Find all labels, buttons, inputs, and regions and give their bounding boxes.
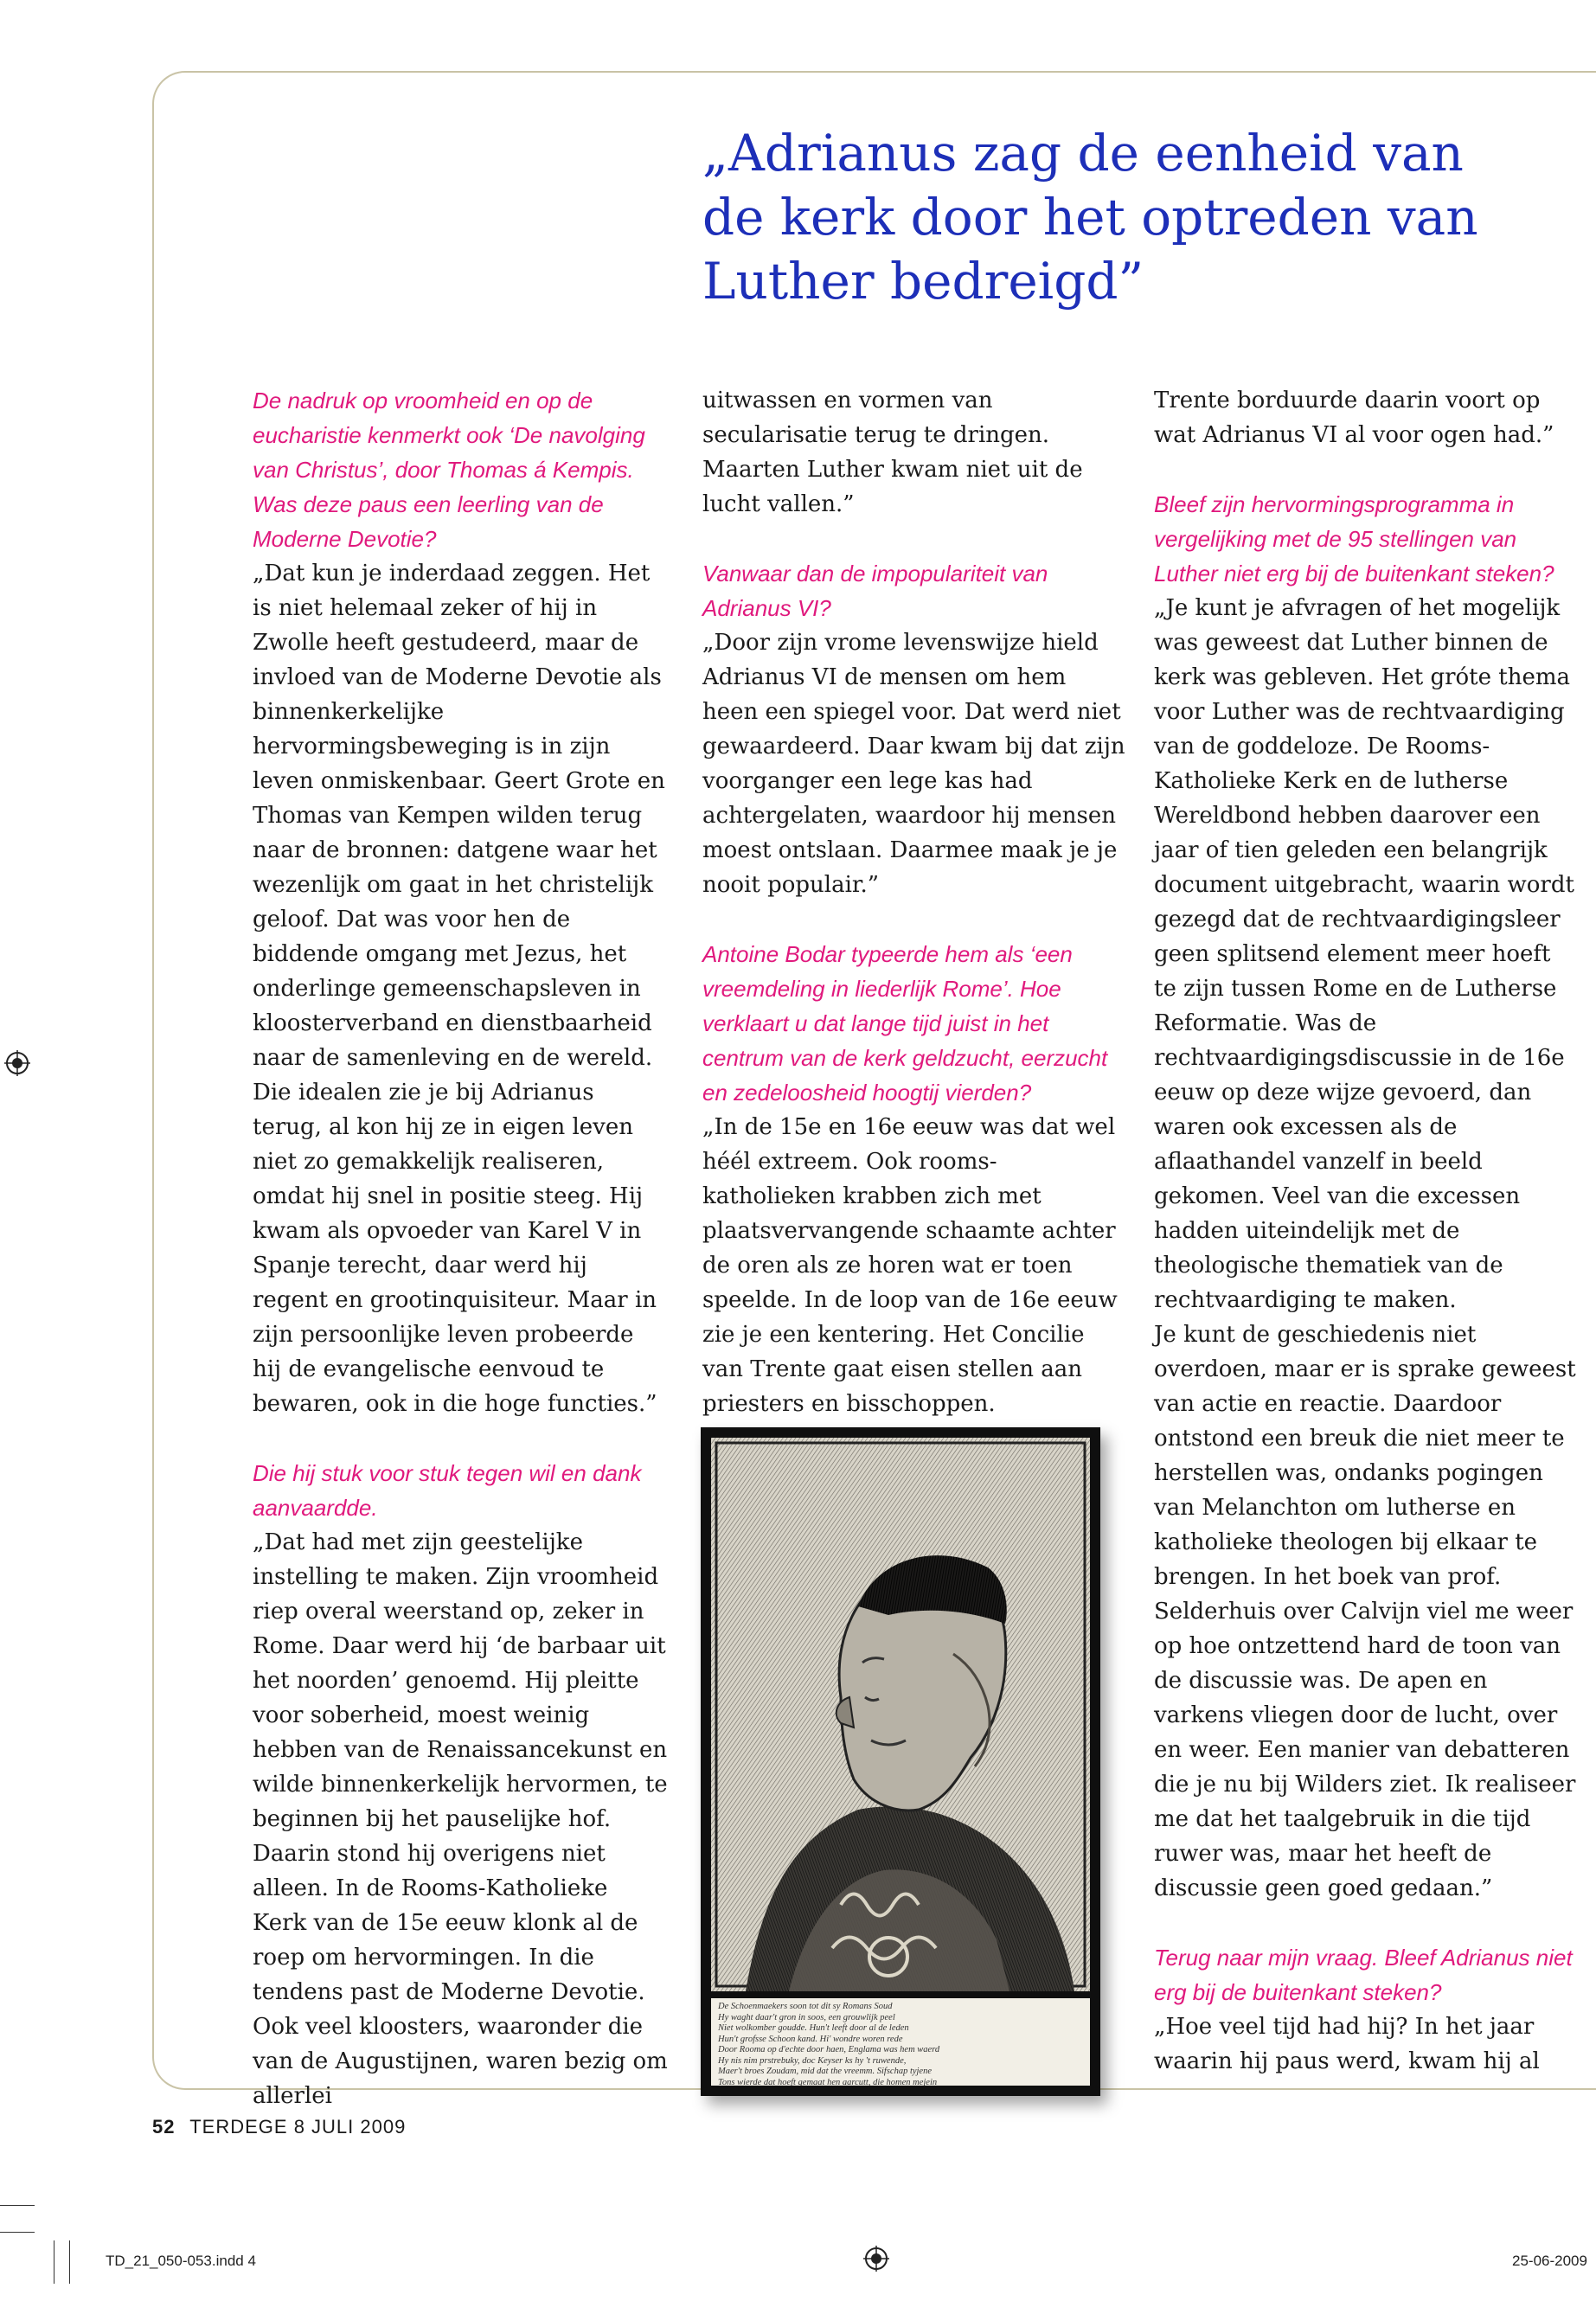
answer: „Dat kun je inderdaad zeggen. Het is niet helemaal zeker of hij in Zwolle heeft gestudeerd, maar de invloed van de Moderne Devotie als binnenkerkelijke hervormingsbeweging is in zijn leven onmiskenbaar. Geert Grote en Thomas van Kempen wilden terug naar de bronnen: datgene waar het wezenlijk om gaat in het christelijk geloof. Dat was voor hen de biddende omgang met Jezus, het onderlinge gemeenschapsleven in kloosterverband en dienstbaarheid naar de samenleving en de wereld. Die idealen zie je bij Adrianus terug, al kon hij ze in eigen leven niet zo gemakkelijk realiseren, omdat hij snel in positie steeg. Hij kwam als opvoeder van Karel V in Spanje terecht, daar werd hij regent en grootinquisiteur. Maar in zijn persoonlijke leven probeerde hij de evangelische eenvoud te bewaren, ook in die hoge functies.”	[253, 561, 665, 1417]
answer: uitwassen en vormen van secularisatie terug te dringen. Maarten Luther kwam niet uit de lucht vallen.”	[702, 388, 1083, 517]
answer: Trente borduurde daarin voort op wat Adrianus VI al voor ogen had.”	[1154, 388, 1554, 448]
magazine-name: TERDEGE	[189, 2116, 288, 2138]
answer: Je kunt de geschiedenis niet overdoen, maar er is sprake geweest van actie en reactie. Daardoor ontstond een breuk die niet meer te herstellen was, ondanks pogingen van Melanchton om lutherse en katholieke theologen bij elkaar te brengen. In het boek van prof. Selderhuis over Calvijn viel me weer op hoe ontzettend hard de toon van de discussie was. De apen en varkens vliegen door de lucht, over en weer. Een manier van debatteren die je nu bij Wilders ziet. Ik realiseer me dat het taalgebruik in die tijd ruwer was, maar het heeft de discussie geen goed gedaan.”	[1154, 1322, 1576, 1901]
answer: „Dat had met zijn geestelijke instelling te maken. Zijn vroomheid riep overal weerstand op, zeker in Rome. Daar werd hij ‘de barbaar uit het noorden’ genoemd. Hij pleitte voor soberheid, moest weinig hebben van de Renaissancekunst en wilde binnenkerkelijk hervormen, te beginnen bij het pauselijke hof.	[253, 1529, 668, 1832]
column-3	[1154, 383, 1578, 2079]
caption-line: Hy nis nim prstrebuky, doc Keyser ks hy 't ruwende,	[718, 2055, 907, 2066]
caption-line: De Schoenmaekers soon tot dit sy Romans Soud	[718, 2002, 893, 2011]
caption-line: Maer't broes Zoudam, mid dat the vreemm. Sifschap tyjene	[718, 2067, 933, 2076]
answer: „Hoe veel tijd had hij? In het jaar waarin hij paus werd, kwam hij al	[1154, 2014, 1540, 2074]
caption-line: Hy waght daar't gron in soos, een grouwlijk peel	[718, 2012, 895, 2022]
question: Terug naar mijn vraag. Bleef Adrianus niet erg bij de buitenkant steken?	[1154, 1945, 1573, 2005]
slug-date: 25-06-2009	[1512, 2253, 1587, 2269]
crop-mark	[0, 2232, 35, 2233]
question: De nadruk op vroomheid en op de eucharistie kenmerkt ook ‘De navolging van Christus’, door Thomas á Kempis. Was deze paus een leerling van de Moderne Devotie?	[253, 388, 645, 552]
crop-mark	[69, 2240, 70, 2284]
answer: „In de 15e en 16e eeuw was dat wel héél extreem. Ook rooms-katholieken krabben zich met plaatsvervangende schaamte achter de oren als ze horen wat er toen speelde. In de loop van de 16e eeuw zie je een kentering. Het Concilie van Trente gaat eisen stellen aan priesters en bisschoppen.	[702, 1114, 1118, 1417]
page-footer	[152, 2116, 406, 2138]
caption-line: Tons wierde dat hoeft gemaat hen aarcutt, die homen mejein	[718, 2077, 938, 2086]
crop-mark	[0, 2205, 35, 2206]
registration-mark-icon	[863, 2246, 889, 2272]
answer: „Door zijn vrome levenswijze hield Adrianus VI de mensen om hem heen een spiegel voor. Dat werd niet gewaardeerd. Daar kwam bij dat zijn voorganger een lege kas had achtergelaten, waardoor hij mensen moest ontslaan. Daarmee maak je je nooit populair.”	[702, 630, 1125, 898]
slug-filename: TD_21_050-053.indd 4	[106, 2253, 256, 2269]
caption-line: Door Rooma op d'echte door haen, Englama was hem waerd	[718, 2045, 940, 2054]
question: Die hij stuk voor stuk tegen wil en dank aanvaardde.	[253, 1460, 642, 1521]
column-1	[253, 383, 668, 2113]
pope-portrait-engraving	[701, 1427, 1100, 2096]
column-2	[702, 383, 1126, 1421]
registration-mark-icon	[4, 1050, 30, 1076]
page-number: 52	[152, 2116, 176, 2138]
answer: Daarin stond hij overigens niet alleen. In de Rooms-Katholieke Kerk van de 15e eeuw klonk al de roep om hervormingen. In die tendens past de Moderne Devotie. Ook veel kloosters, waaronder die van de Augustijnen, waren bezig om allerlei	[253, 1841, 668, 2109]
question: Vanwaar dan de impopulariteit van Adrianus VI?	[702, 561, 1048, 621]
question: Antoine Bodar typeerde hem als ‘een vreemdeling in liederlijk Rome’. Hoe verklaart u dat lange tijd juist in het centrum van de kerk geldzucht, eerzucht en zedeloosheid hoogtij vierden?	[702, 941, 1108, 1106]
question: Bleef zijn hervormingsprogramma in vergelijking met de 95 stellingen van Luther niet erg bij de buitenkant steken?	[1154, 491, 1554, 586]
issue-date: 8 JULI 2009	[293, 2116, 407, 2138]
pull-quote: „Adrianus zag de eenheid van de kerk door het optreden van Luther bedreigd”	[702, 124, 1478, 311]
engraving-image	[711, 1438, 1090, 1991]
answer: „Je kunt je afvragen of het mogelijk was geweest dat Luther binnen de kerk was gebleven. Het gróte thema voor Luther was de rechtvaardiging van de goddeloze. De Rooms-Katholieke Kerk en de lutherse Wereldbond hebben daarover een jaar of tien geleden een belangrijk document uitgebracht, waarin wordt gezegd dat de rechtvaardigingsleer geen splitsend element meer hoeft te zijn tussen Rome en de Lutherse Reformatie. Was de rechtvaardigingsdiscussie in de 16e eeuw op deze wijze gevoerd, dan waren ook excessen als de aflaathandel vanzelf in beeld gekomen. Veel van die excessen hadden uiteindelijk met de theologische thematiek van de rechtvaardiging te maken.	[1154, 595, 1574, 1313]
engraving-caption	[711, 1998, 1090, 2086]
caption-line: Niet wolkomber goudde. Hun't leeft door al de leden	[718, 2023, 909, 2033]
caption-line: Hun't grofsse Schoon kand. Hi' wondre woren rede	[718, 2034, 903, 2044]
